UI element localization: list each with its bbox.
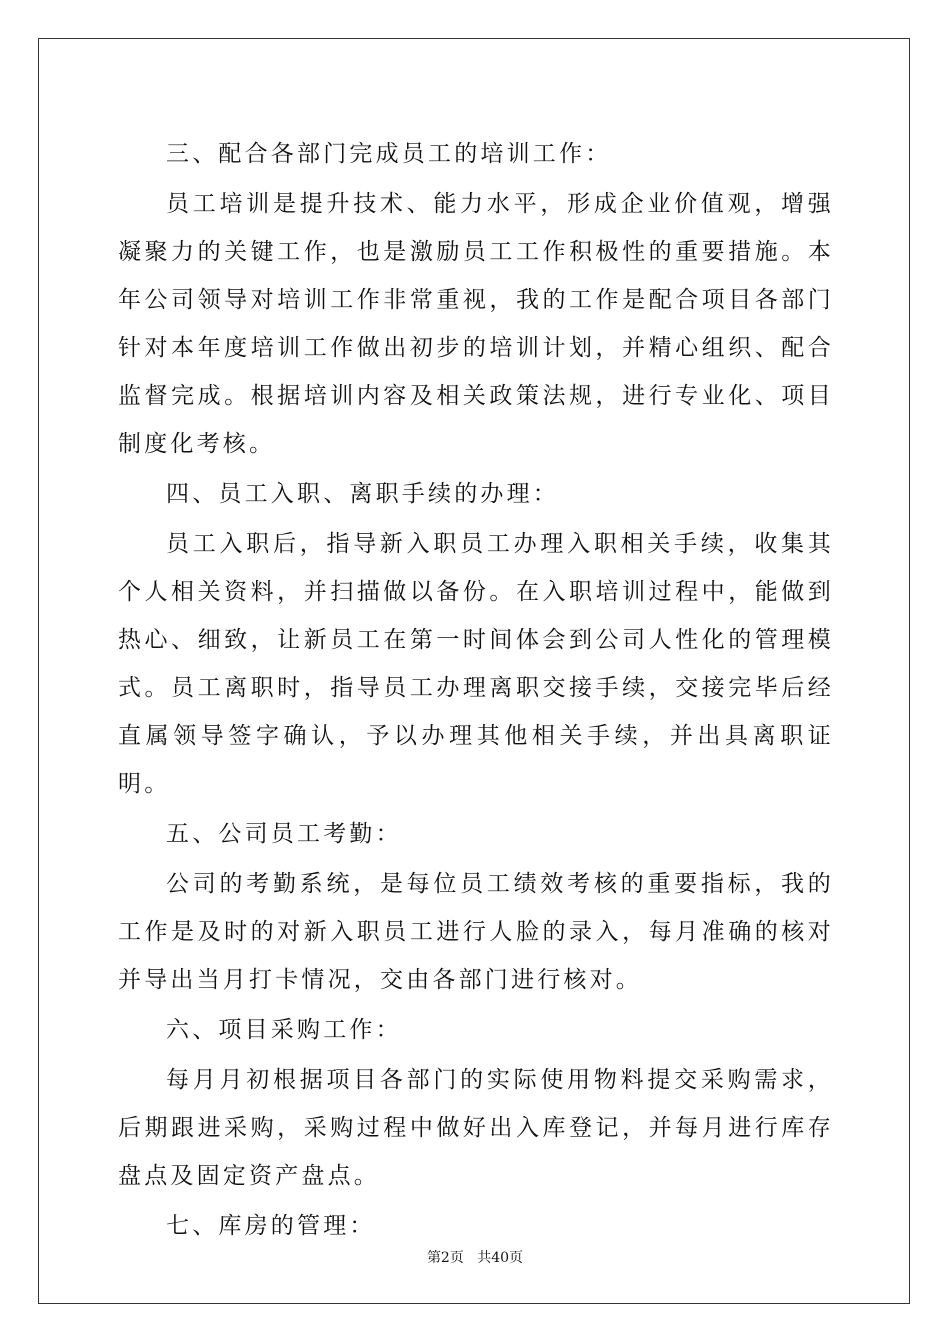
section-heading-7: 七、库房的管理： <box>166 1213 376 1239</box>
page-number: 第2页 <box>426 1250 464 1266</box>
section-body-6: 每月月初根据项目各部门的实际使用物料提交采购需求，后期跟进采购，采购过程中做好出入库登记，并每月进行库存盘点及固定资产盘点。 <box>118 1067 834 1189</box>
section-body-3: 员工培训是提升技术、能力水平，形成企业价值观，增强凝聚力的关键工作，也是激励员工工作积极性的重要措施。本年公司领导对培训工作非常重视，我的工作是配合项目各部门针对本年度培训工作做出初步的培训计划，并精心组织、配合监督完成。根据培训内容及相关政策法规，进行专业化、项目制度化考核。 <box>118 191 834 457</box>
page-total: 共40页 <box>477 1250 524 1266</box>
document-body <box>118 130 834 1250</box>
page-footer <box>0 1247 950 1267</box>
section-heading-5: 五、公司员工考勤： <box>166 821 402 847</box>
section-heading-3: 三、配合各部门完成员工的培训工作： <box>166 141 612 167</box>
section-heading-6: 六、项目采购工作： <box>166 1017 402 1043</box>
section-body-5: 公司的考勤系统，是每位员工绩效考核的重要指标，我的工作是及时的对新入职员工进行人脸的录入，每月准确的核对并导出当月打卡情况，交由各部门进行核对。 <box>118 871 834 993</box>
section-body-4: 员工入职后，指导新入职员工办理入职相关手续，收集其个人相关资料，并扫描做以备份。在入职培训过程中，能做到热心、细致，让新员工在第一时间体会到公司人性化的管理模式。员工离职时，指导员工办理离职交接手续，交接完毕后经直属领导签字确认，予以办理其他相关手续，并出具离职证明。 <box>118 531 834 797</box>
section-heading-4: 四、员工入职、离职手续的办理： <box>166 481 559 507</box>
